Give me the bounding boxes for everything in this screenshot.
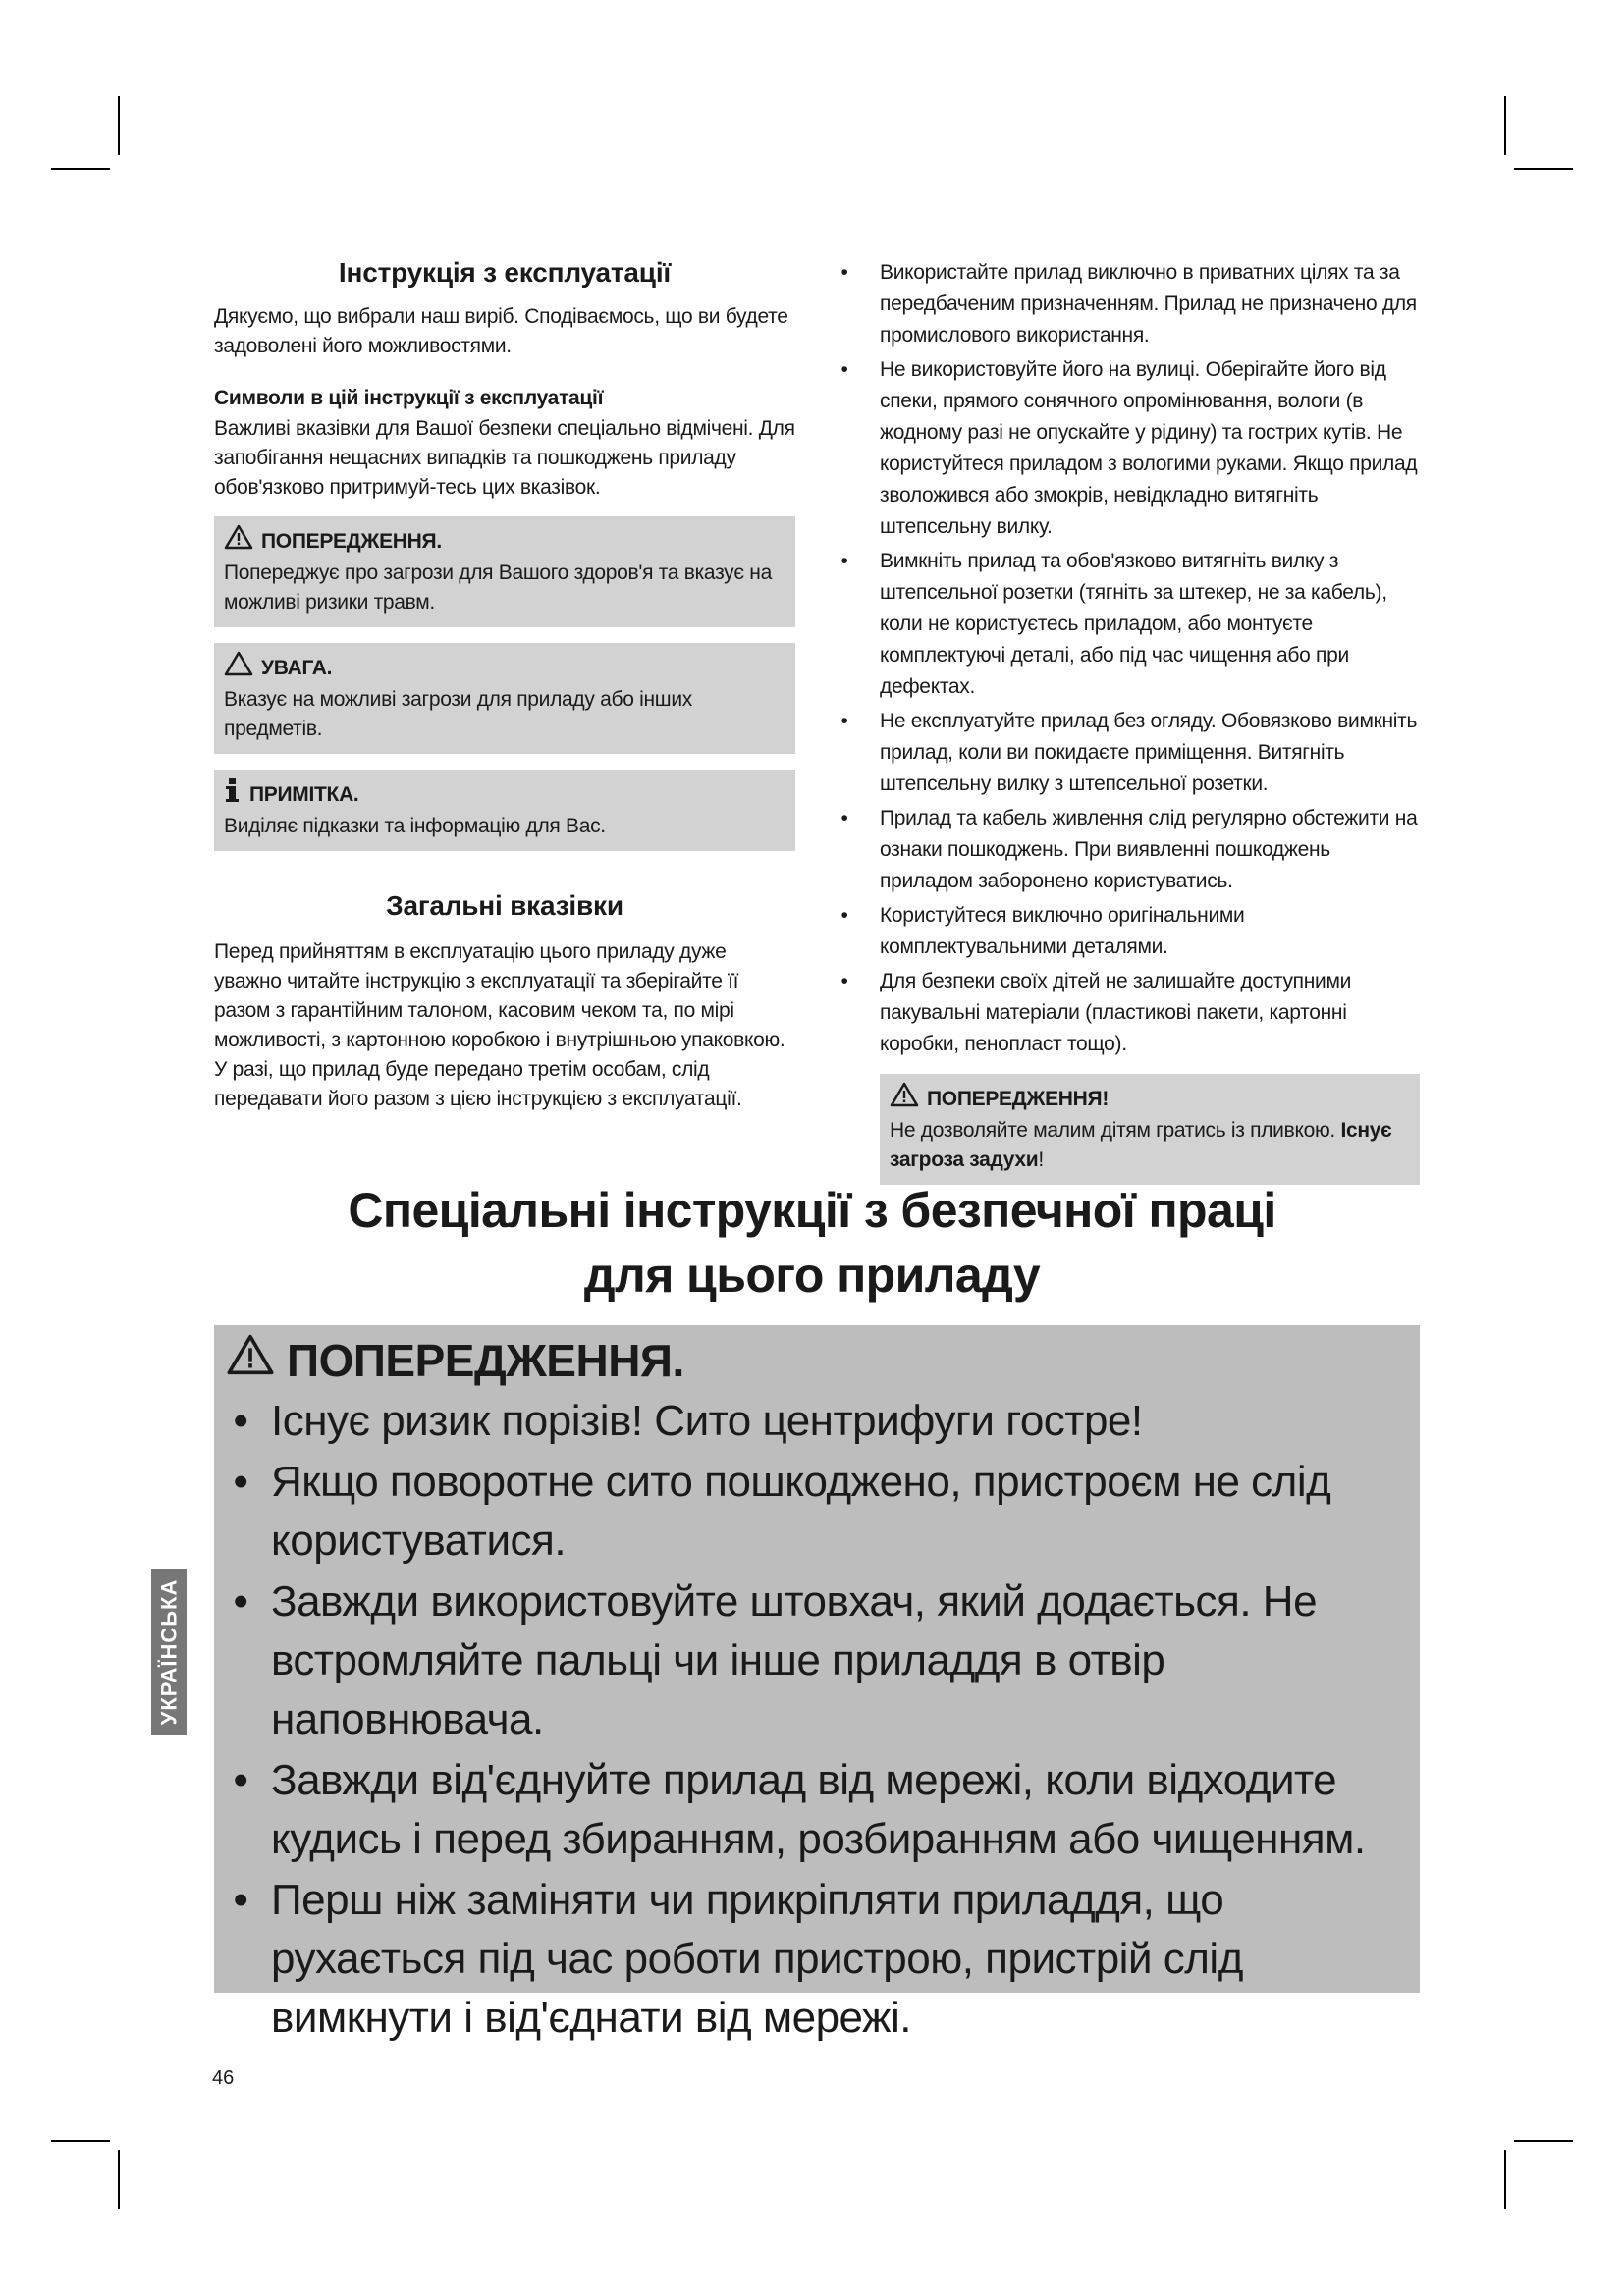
bullet: • xyxy=(233,1397,248,1445)
bullet: • xyxy=(840,807,848,829)
note-box xyxy=(214,770,795,851)
special-instructions-title xyxy=(0,1178,1624,1308)
list-item xyxy=(226,1573,1408,1749)
crop-mark xyxy=(51,168,110,170)
list-item-text: Не використовуйте його на вулиці. Оберігайте його від спеки, прямого сонячного опромінювання, вологи (в жодному разі не опускайте у рідину) та гострих кутів. Не користуйтеся приладом з вологими руками. Якщо прилад зволожився або змокрів, невідкладно витягніть штепсельну вилку. xyxy=(880,358,1418,538)
caution-box xyxy=(214,643,795,754)
list-item-text: Вимкніть прилад та обов'язково витягніть вилку з штепсельної розетки (тягніть за штекер, не за кабель), коли не користуєтесь приладом, або монтуєте комплектуючі деталі, або під час чищення або при дефектах. xyxy=(880,550,1387,698)
crop-mark xyxy=(51,2140,110,2142)
symbols-text: Важливі вказівки для Вашої безпеки спеціально відмічені. Для запобігання нещасних випадків та пошкоджень приладу обов'язково притримуй-тесь цих вказівок. xyxy=(214,417,795,499)
special-warning-list xyxy=(226,1392,1408,2048)
list-item xyxy=(835,900,1420,963)
list-item-text: Для безпеки своїх дітей не залишайте доступними пакувальні матеріали (пластикові пакети, картонні коробки, пенопласт тощо). xyxy=(880,970,1352,1055)
bullet: • xyxy=(233,1876,248,1924)
list-item xyxy=(226,1871,1408,2048)
crop-mark xyxy=(1504,96,1506,155)
list-item-text: Прилад та кабель живлення слід регулярно обстежити на ознаки пошкоджень. При виявленні пошкоджень приладом заборонено користуватись. xyxy=(880,807,1418,892)
page-number: 46 xyxy=(212,2067,235,2089)
warning-box-title: ПОПЕРЕДЖЕННЯ. xyxy=(261,529,442,553)
crop-mark xyxy=(118,96,120,155)
language-tab xyxy=(151,1569,187,1735)
caution-triangle-icon xyxy=(224,651,253,685)
packaging-warning-text-bold: Існує загроза задухи xyxy=(890,1119,1392,1171)
crop-mark xyxy=(1514,2140,1573,2142)
list-item-text: Користуйтеся виключно оригінальними комплектувальними деталями. xyxy=(880,904,1245,958)
manual-title: Інструкція з експлуатації xyxy=(338,257,672,288)
list-item xyxy=(835,257,1420,351)
list-item xyxy=(226,1751,1408,1869)
bullet: • xyxy=(840,710,848,732)
crop-mark xyxy=(118,2150,120,2209)
list-item-text: Використайте прилад виключно в приватних цілях та за передбаченим призначенням. Прилад не призначено для промислового використання. xyxy=(880,261,1417,347)
packaging-warning-text-end: ! xyxy=(1038,1148,1044,1171)
packaging-warning-text xyxy=(890,1116,1410,1175)
crop-mark xyxy=(1514,168,1573,170)
bullet: • xyxy=(233,1458,248,1506)
right-column xyxy=(835,257,1420,1201)
list-item xyxy=(835,803,1420,897)
list-item-text: Не експлуатуйте прилад без огляду. Обовязково вимкніть прилад, коли ви покидаєте приміщення. Витягніть штепсельну вилку з штепсельної розетки. xyxy=(880,710,1418,795)
note-box-text: Виділяє підказки та інформацію для Вас. xyxy=(224,815,606,837)
caution-box-title: УВАГА. xyxy=(261,656,333,679)
bullet: • xyxy=(840,904,848,927)
bullet: • xyxy=(233,1577,248,1626)
warning-box-text: Попереджує про загрози для Вашого здоров'я та вказує на можливі ризики травм. xyxy=(224,561,772,614)
special-warning-box xyxy=(214,1325,1420,2042)
general-text: Перед прийняттям в експлуатацію цього приладу дуже уважно читайте інструкцію з експлуатації та зберігайте її разом з гарантійним талоном, касовим чеком та, по мірі можливості, з картонною коробкою і внутрішньою упаковкою. У разі, що прилад буде передано третім особам, слід передавати його разом з цією інструкцією з експлуатації. xyxy=(214,940,785,1110)
list-item-text: Якщо поворотне сито пошкоджено, пристроєм не слід користуватися. xyxy=(271,1458,1331,1565)
list-item-text: Завжди від'єднуйте прилад від мережі, коли відходите кудись і перед збиранням, розбиранням або чищенням. xyxy=(271,1756,1366,1863)
intro-text: Дякуємо, що вибрали наш виріб. Сподіваємось, що ви будете задоволені його можливостями. xyxy=(214,305,788,357)
language-tab-label: УКРАЇНСЬКА xyxy=(156,1578,181,1726)
special-warning-title: ПОПЕРЕДЖЕННЯ. xyxy=(287,1335,684,1386)
bullet: • xyxy=(840,261,848,284)
list-item-text: Перш ніж заміняти чи прикріпляти приладдя, що рухається під час роботи пристрою, пристрій слід вимкнути і від'єднати від мережі. xyxy=(271,1876,1243,2042)
left-column xyxy=(214,257,795,1114)
list-item xyxy=(226,1392,1408,1451)
special-title-line-2: для цього приладу xyxy=(583,1248,1041,1303)
list-item-text: Завжди використовуйте штовхач, який додається. Не встромляйте пальці чи інше приладдя в отвір наповнювача. xyxy=(271,1577,1318,1743)
warning-triangle-icon xyxy=(224,524,253,559)
list-item xyxy=(835,706,1420,800)
info-icon xyxy=(224,777,242,812)
bullet: • xyxy=(840,550,848,572)
bullet: • xyxy=(840,358,848,381)
packaging-warning-text-a: Не дозволяйте малим дітям гратись із пливкою. xyxy=(890,1119,1341,1142)
safety-list xyxy=(835,257,1420,1060)
warning-box xyxy=(214,516,795,627)
list-item xyxy=(226,1453,1408,1571)
list-item xyxy=(835,546,1420,703)
bullet: • xyxy=(840,970,848,992)
packaging-warning-title: ПОПЕРЕДЖЕННЯ! xyxy=(927,1087,1110,1110)
special-title-line-1: Спеціальні інструкції з безпечної праці xyxy=(348,1183,1276,1238)
caution-box-text: Вказує на можливі загрози для приладу або інших предметів. xyxy=(224,688,692,740)
warning-triangle-icon xyxy=(890,1082,919,1116)
bullet: • xyxy=(233,1756,248,1804)
symbols-heading: Символи в цій інструкції з експлуатації xyxy=(214,387,604,409)
crop-mark xyxy=(1504,2150,1506,2209)
list-item xyxy=(835,354,1420,543)
note-box-title: ПРИМІТКА. xyxy=(249,782,359,806)
list-item-text: Існує ризик порізів! Сито центрифуги гостре! xyxy=(271,1397,1143,1445)
general-heading: Загальні вказівки xyxy=(386,890,623,921)
list-item xyxy=(835,966,1420,1060)
packaging-warning-box xyxy=(880,1074,1420,1185)
warning-triangle-icon xyxy=(226,1329,275,1392)
